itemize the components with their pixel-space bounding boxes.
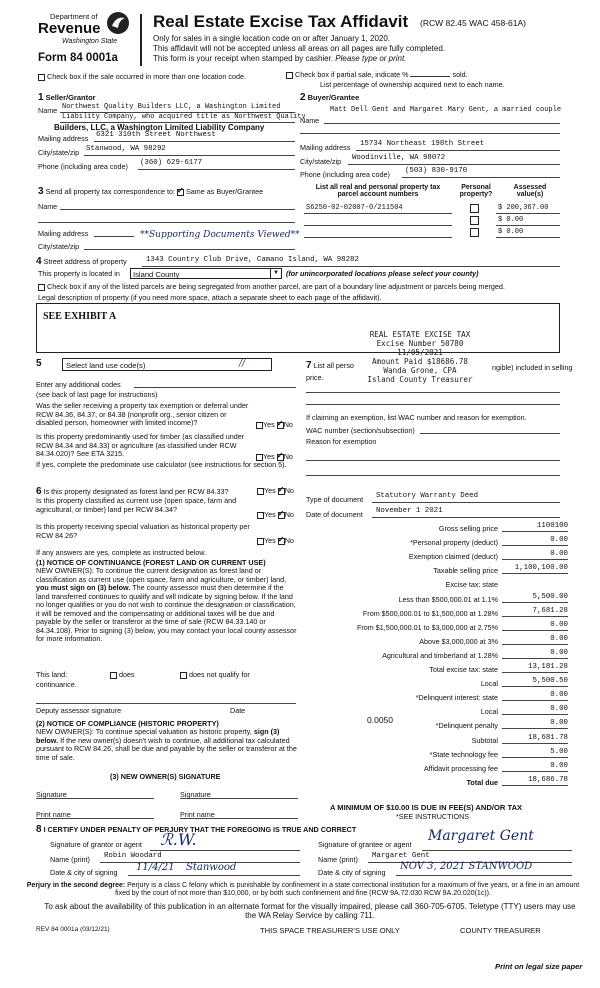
tax-row-line: [502, 616, 568, 617]
tax-row-line: [502, 602, 568, 603]
tax-row-label: Subtotal: [471, 735, 498, 745]
current-use-no-label: No: [284, 510, 294, 519]
grantor-city[interactable]: Stanwood: [186, 862, 237, 873]
current-use-yes-label: Yes: [264, 510, 276, 519]
deputy-date-label: Date: [230, 706, 246, 715]
section7-num: 7: [306, 360, 312, 371]
personal-col-header: Personal property?: [459, 184, 493, 198]
historic-no-label: No: [284, 536, 294, 545]
state-line: Washington State: [62, 38, 118, 45]
tax-row-label: Above $3,000,000 at 3%: [419, 636, 498, 646]
assessed-line: [496, 225, 560, 226]
seller-heading-num: 1: [38, 92, 44, 103]
tax-row-value[interactable]: 0.00: [550, 550, 568, 559]
section5-num: 5: [36, 358, 42, 369]
timber-note: If yes, complete the predominate use calculator (see instructions for section 5).: [36, 460, 287, 469]
buyer-address[interactable]: 15734 Northeast 198th Street: [360, 140, 485, 148]
deputy-signature-line[interactable]: [36, 703, 296, 704]
header-note-3b: Please type or print.: [335, 54, 407, 63]
tax-row-value[interactable]: 0.00: [550, 648, 568, 657]
section7-line-1[interactable]: [306, 392, 560, 393]
grantee-name-label: Name (print): [318, 855, 358, 864]
doc-date-label: Date of document: [306, 510, 363, 519]
grantor-signature[interactable]: ℛ.W.: [160, 830, 197, 849]
buyer-address-line: [356, 150, 560, 151]
tax-row-value[interactable]: 0.00: [550, 761, 568, 770]
assessed-line: [496, 237, 560, 238]
partial-percent-field[interactable]: [410, 76, 450, 77]
land-does-row: [110, 670, 135, 679]
tax-row-label: Local: [480, 679, 498, 689]
owner-print-label-2: Print name: [180, 810, 215, 819]
header-note-1: Only for sales in a single location code on or after January 1, 2020.: [153, 34, 391, 43]
reason-line[interactable]: [306, 460, 560, 461]
grantee-sig-line: [422, 850, 572, 851]
tax-row-label: From $1,500,000.01 to $3,000,000 at 2.75%: [356, 622, 498, 632]
supporting-docs-note: **Supporting Documents Viewed**: [140, 230, 300, 240]
seller-city-label: City/state/zip: [38, 148, 80, 157]
current-use-yes-no: [257, 510, 294, 519]
continuance-label: continuance.: [36, 680, 77, 689]
personal-property-checkbox[interactable]: [470, 228, 479, 237]
tax-row-value[interactable]: 0.00: [550, 620, 568, 629]
buyer-phone-label: Phone (including area code): [300, 170, 390, 179]
section3-line-2[interactable]: [38, 222, 295, 223]
buyer-phone-line: [402, 177, 560, 178]
certify-text: I CERTIFY UNDER PENALTY OF PERJURY THAT THE FOREGOING IS TRUE AND CORRECT: [43, 825, 357, 834]
exemption-yes-no: [256, 420, 293, 429]
buyer-heading-text: Buyer/Grantee: [307, 93, 360, 102]
section3-name-label: Name: [38, 202, 58, 211]
assessed-value[interactable]: $ 200,367.00: [498, 204, 549, 212]
tax-row-label: *Delinquent interest: state: [415, 693, 498, 703]
tax-row-line: [502, 559, 568, 560]
grantor-sig-line: [150, 850, 300, 851]
county-note: (for unincorporated locations please select your county): [286, 269, 479, 278]
forest-question-text: Is this property designated as forest land per RCW 84.33?: [43, 487, 229, 496]
parcel-line: [304, 225, 452, 226]
notice1-a: NEW OWNER(S): To continue the current designation as forest land or classification as current use (open space, farm and agriculture, or timber) land,: [36, 566, 287, 584]
same-as-buyer-checkbox[interactable]: [177, 189, 184, 196]
section7-text-a: List all perso: [313, 361, 354, 370]
this-land-label: This land:: [36, 670, 68, 679]
deputy-signature-label: Deputy assessor signature: [36, 706, 122, 715]
section3-city-line[interactable]: [84, 249, 295, 250]
section3-num: 3: [38, 186, 44, 197]
historic-yes-no: [257, 536, 294, 545]
tax-row-value[interactable]: 5,500.00: [532, 592, 568, 601]
parcel-line: [304, 213, 452, 214]
additional-codes-label: Enter any additional codes: [36, 380, 121, 389]
land-does-checkbox[interactable]: [110, 672, 117, 679]
header-note-3a: This form is your receipt when stamped by cashier.: [153, 54, 336, 63]
owner-sig-label-1: Signature: [36, 790, 67, 799]
tax-row-value[interactable]: 1,100,100.00: [514, 564, 568, 573]
header-note-3: [153, 54, 406, 63]
minimum-due-note: A MINIMUM OF $10.00 IS DUE IN FEE(S) AND/OR TAX: [330, 803, 523, 812]
perjury-notice: [20, 882, 586, 898]
buyer-line-2: [300, 133, 560, 134]
local-rate: 0.0050: [367, 715, 393, 725]
tax-row-label: Excise tax: state: [445, 580, 498, 590]
notice1-body: [36, 567, 298, 644]
notice1-c: The county assessor must then determine if the land transferred continues to qualify and will indicate by signing below. If the land no longer qualifies or you do not wish to continue the designation or classification, it will be removed and the compensating or additional taxes will be due and payable by the seller or transferor at the time of sale (RCW 84.33.140 or 84.34.108). Prior to signing (3) below, you may contact your local county assessor for more information.: [36, 583, 297, 643]
tax-row-label: *State technology fee: [429, 749, 498, 759]
grantee-signature[interactable]: Margaret Gent: [428, 828, 534, 844]
historic-yes-checkbox[interactable]: [257, 538, 264, 545]
segregated-row: [38, 282, 505, 291]
exemption-claim-label: If claiming an exemption, list WAC number and reason for exemption.: [306, 413, 527, 422]
buyer-city-line: [348, 164, 560, 165]
stamp-line-1: REAL ESTATE EXCISE TAX: [369, 330, 471, 339]
notice2-heading: (2) NOTICE OF COMPLIANCE (HISTORIC PROPERTY): [36, 719, 219, 728]
stamp-line-4: Amount Paid $18686.78: [371, 357, 468, 366]
tax-row-label: Total due: [466, 777, 498, 787]
historic-question: Is this property receiving special valuation as historical property per RCW 84.26?: [36, 522, 250, 540]
additional-codes-note: (see back of last page for instructions): [36, 390, 158, 399]
doc-type-value[interactable]: Statutory Warranty Deed: [376, 492, 479, 500]
current-use-question: Is this property classified as current use (open space, farm and agricultural, or timber) land per RCW 84.34?: [36, 496, 237, 514]
timber-yes-label: Yes: [263, 452, 275, 461]
land-use-select[interactable]: [62, 358, 272, 371]
notice2-body: [36, 728, 298, 762]
county-select-value: Island County: [133, 270, 180, 279]
exemption-yes-label: Yes: [263, 420, 275, 429]
notice1-b: you must sign on (3) below.: [36, 583, 131, 592]
section7-line-2[interactable]: [306, 404, 560, 405]
segregated-label: Check box if any of the listed parcels are being segregated from another parcel, are part of a boundary line adjustment or parcels being merged.: [47, 282, 505, 291]
section3-heading: [38, 186, 263, 197]
buyer-phone[interactable]: (503) 830-9170: [405, 167, 468, 175]
partial-sale-row: [286, 70, 468, 79]
tax-row-label: Total excise tax: state: [429, 665, 498, 674]
located-label: This property is located in: [38, 269, 120, 278]
tax-row-line: [502, 743, 568, 744]
seller-address-label: Mailing address: [38, 134, 89, 143]
tax-row-line: [502, 686, 568, 687]
buyer-address-label: Mailing address: [300, 143, 351, 152]
tax-row-value[interactable]: 13,181.28: [528, 663, 568, 671]
perjury-heading: Perjury in the second degree:: [26, 882, 126, 889]
seller-heading: [38, 92, 96, 103]
tax-row-value[interactable]: 0.00: [550, 705, 568, 714]
tax-row-line: [502, 644, 568, 645]
reason-line-2[interactable]: [306, 475, 560, 476]
personal-property-checkbox[interactable]: [470, 216, 479, 225]
land-does-not-checkbox[interactable]: [180, 672, 187, 679]
tax-row-line: [502, 672, 568, 673]
seller-city-line: [84, 155, 295, 156]
tax-row-line: [502, 658, 568, 659]
timber-no-label: No: [283, 452, 293, 461]
section7-price: price.: [306, 373, 324, 382]
multi-location-row: [38, 72, 246, 81]
land-does-label: does: [119, 670, 135, 679]
parcel-line: [304, 237, 452, 238]
seller-city[interactable]: Stanwood, WA 98292: [86, 145, 166, 153]
exemption-yes-checkbox[interactable]: [256, 422, 263, 429]
partial-sale-checkbox[interactable]: [286, 72, 293, 79]
tax-row-label: Affidavit processing fee: [423, 763, 498, 773]
tax-row-label: Less than $500,000.01 at 1.1%: [398, 594, 498, 604]
parcel-number[interactable]: S6250-02-02007-0/211504: [306, 204, 403, 212]
assessed-line: [496, 213, 560, 214]
seller-phone-label: Phone (including area code): [38, 162, 128, 171]
buyer-city-label: City/state/zip: [300, 157, 342, 166]
stamp-line-3: 11/05/2021: [397, 348, 443, 357]
tax-row-line: [502, 785, 568, 786]
page-title: Real Estate Excise Tax Affidavit: [153, 12, 409, 31]
chevron-down-icon[interactable]: ▼: [270, 269, 281, 278]
tax-row-label: Taxable selling price: [433, 566, 498, 576]
street-row: [36, 256, 127, 267]
tax-row-line: [502, 728, 568, 729]
forest-no-label: No: [284, 486, 294, 495]
section4-num: 4: [36, 256, 42, 267]
segregated-checkbox[interactable]: [38, 284, 45, 291]
legal-description-label: Legal description of property (if you need more space, attach a separate sheet to each page of the affidavit).: [38, 293, 382, 302]
section6-num: 6: [36, 486, 42, 497]
tax-row-label: Gross selling price: [438, 524, 498, 533]
grantor-date-label: Date & city of signing: [50, 868, 118, 877]
perjury-text: Perjury is a class C felony which is punishable by confinement in a state correctional institution for a maximum of five years, or a fine in an amount fixed by the court of not more than $10,000, or by both such confinement and fine (RCW 9A.72.030 RCW 9A.20.020(1c)).: [115, 882, 580, 897]
rev-code: REV 84 0001a (03/12/21): [36, 926, 110, 933]
section7-text-b: ngible) included in selling: [492, 363, 573, 372]
timber-question: Is this property predominantly used for timber (as classified under RCW 84.34 and 84.33) or agriculture (as classified under RCW 84.34.020)? See ETA 3215.: [36, 432, 245, 458]
revenue-logo-icon: [106, 10, 130, 36]
grantor-date-line: [128, 875, 300, 876]
stamp-line-2: Excise Number 50780: [376, 339, 464, 348]
buyer-heading-num: 2: [300, 92, 306, 103]
excise-tax-stamp: [350, 330, 490, 384]
historic-yes-label: Yes: [264, 536, 276, 545]
buyer-name-line: [324, 123, 560, 124]
grantor-name-label: Name (print): [50, 855, 90, 864]
buyer-name[interactable]: Matt Dell Gent and Margaret Mary Gent, a married couple: [330, 106, 562, 114]
section3-text: Send all property tax correspondence to:: [45, 187, 176, 196]
county-select[interactable]: [130, 268, 282, 279]
grantee-date-line: [396, 875, 572, 876]
notice1-heading: (1) NOTICE OF CONTINUANCE (FOREST LAND OR CURRENT USE): [36, 558, 266, 567]
legal-size-note: Print on legal size paper: [495, 962, 583, 971]
stamp-line-5: Wanda Grone, CPA: [383, 366, 457, 375]
tax-row-value[interactable]: 0.00: [550, 719, 568, 728]
forest-yes-label: Yes: [264, 486, 276, 495]
street-line: [142, 266, 560, 267]
seller-address[interactable]: 6321 310th Street Northwest: [96, 131, 216, 139]
section3-address-label: Mailing address: [38, 229, 89, 238]
exemption-no-label: No: [283, 420, 293, 429]
grantee-date-label: Date & city of signing: [318, 868, 386, 877]
exemption-question: Was the seller receiving a property tax exemption or deferral under RCW 84.36, 84.37, or 84.38 (nonprofit org., senior citizen or disabled person, homeowner with limited income)?: [36, 401, 249, 427]
tax-row-value[interactable]: 7,681.28: [532, 606, 568, 615]
seller-address-line: [94, 141, 295, 142]
buyer-name-label: Name: [300, 116, 320, 125]
forest-yes-checkbox[interactable]: [257, 488, 264, 495]
section3-address-line[interactable]: [94, 236, 134, 237]
tax-row-label: Exemption claimed (deduct): [408, 552, 498, 562]
tax-row-line: [502, 545, 568, 546]
partial-sold-label: sold.: [452, 70, 468, 79]
partial-sale-label: Check box if partial sale, indicate %: [295, 70, 409, 79]
parcel-col-header: List all real and personal property tax parcel account numbers: [315, 184, 441, 198]
tax-row-line: [502, 771, 568, 772]
buyer-city[interactable]: Woodinville, WA 98072: [352, 154, 446, 162]
assessed-value[interactable]: $ 0.00: [498, 216, 524, 224]
current-use-yes-checkbox[interactable]: [257, 512, 264, 519]
wac-line[interactable]: [420, 433, 560, 434]
grantee-name[interactable]: Margaret Gent: [372, 852, 430, 860]
reason-label: Reason for exemption: [306, 437, 377, 446]
section8-num: 8: [36, 824, 42, 835]
tax-row-line: [502, 630, 568, 631]
doc-type-line: [372, 502, 560, 503]
grantor-name[interactable]: Robin Woodard: [104, 852, 162, 860]
stamp-line-6: Island County Treasurer: [367, 375, 473, 384]
seller-phone-line: [138, 169, 295, 170]
land-does-not-label: does not qualify for: [189, 670, 250, 679]
tax-row-value[interactable]: 1100100: [536, 522, 568, 530]
section3-city-label: City/state/zip: [38, 242, 80, 251]
if-any-yes: If any answers are yes, complete as instructed below.: [36, 548, 207, 557]
doc-date-value[interactable]: November 1 2021: [376, 507, 443, 515]
tax-row-line: [502, 714, 568, 715]
exemption-no-checkbox[interactable]: [277, 422, 284, 429]
multi-location-checkbox[interactable]: [38, 74, 45, 81]
tax-row-value[interactable]: 0.00: [550, 536, 568, 545]
seller-heading-text: Seller/Grantor: [45, 93, 96, 102]
land-use-select-label: Select land use code(s): [66, 361, 146, 370]
tax-row-label: Local: [480, 707, 498, 717]
treasurer-use: THIS SPACE TREASURER'S USE ONLY: [260, 926, 400, 935]
seller-name-label: Name: [38, 106, 58, 115]
see-instructions: *SEE INSTRUCTIONS: [396, 812, 470, 821]
tax-row-value[interactable]: 18,686.78: [528, 775, 568, 784]
notice2-c: If the new owner(s) doesn't wish to continue, all additional tax calculated pursuant to RCW 84.26, shall be due and payable by the seller or transferor at the time of sale.: [36, 735, 297, 762]
form-number: Form 84 0001a: [38, 52, 118, 64]
seller-name-l1[interactable]: Northwest Quality Builders LLC, a Washington Limited: [62, 103, 281, 111]
tax-row-value[interactable]: 0.00: [550, 691, 568, 700]
tax-row-label: *Delinquent penalty: [435, 721, 498, 731]
tax-row-label: *Personal property (deduct): [410, 538, 498, 548]
section7-row: [306, 360, 354, 371]
land-use-select-mark: //: [239, 359, 246, 369]
grantor-sig-label: Signature of grantor or agent: [50, 840, 142, 849]
seller-name-l3[interactable]: Builders, LLC, a Washington Limited Liability Company: [54, 123, 265, 132]
dept-line: Department of: [50, 12, 98, 21]
personal-property-checkbox[interactable]: [470, 204, 479, 213]
tax-row-line: [502, 757, 568, 758]
land-does-not-row: [180, 670, 250, 679]
multi-location-label: Check box if the sale occurred in more than one location code.: [47, 72, 246, 81]
additional-codes-line[interactable]: [134, 387, 296, 388]
tax-row-value[interactable]: 5,500.50: [532, 677, 568, 686]
availability-notice: To ask about the availability of this publication in an alternate format for the visually impaired, please call 360-705-6705. Teletype (TTY) users may use the WA Relay Service by calling 711.: [44, 902, 576, 920]
seller-name-l2[interactable]: Liability Company, who acquired title as Northwest Quality: [62, 113, 306, 121]
tax-row-label: Agricultural and timberland at 1.28%: [382, 650, 498, 660]
tax-row-value[interactable]: 5.00: [550, 747, 568, 756]
tax-row-value[interactable]: 18,681.78: [528, 733, 568, 742]
owner-print-label-1: Print name: [36, 810, 71, 819]
rcw-ref: (RCW 82.45 WAC 458-61A): [420, 18, 526, 28]
current-use-no-checkbox[interactable]: [278, 512, 285, 519]
new-owner-signature-heading: (3) NEW OWNER(S) SIGNATURE: [110, 772, 221, 781]
forest-no-checkbox[interactable]: [278, 488, 285, 495]
buyer-heading: [300, 92, 359, 103]
revenue-logo-text: Revenue: [38, 20, 101, 37]
tax-row-label: From $500,000.01 to $1,500,000 at 1.28%: [362, 608, 498, 618]
owner-sig-label-2: Signature: [180, 790, 211, 799]
same-as-buyer-label: Same as Buyer/Grantee: [186, 187, 264, 196]
doc-type-label: Type of document: [306, 495, 364, 504]
assessed-value[interactable]: $ 0.00: [498, 228, 524, 236]
grantor-date[interactable]: 11/4/21: [136, 862, 175, 873]
tax-row-value[interactable]: 0.00: [550, 634, 568, 643]
notice2-b: sign (3) below.: [36, 727, 280, 745]
tax-row-line: [502, 531, 568, 532]
assessed-col-header: Assessed value(s): [513, 184, 547, 198]
tax-row-line: [502, 573, 568, 574]
tax-row-line: [502, 700, 568, 701]
header-note-2: This affidavit will not be accepted unless all areas on all pages are fully completed.: [153, 44, 446, 53]
historic-no-checkbox[interactable]: [278, 538, 285, 545]
partial-note: List percentage of ownership acquired next to each name.: [320, 80, 505, 89]
county-treasurer: COUNTY TREASURER: [460, 926, 541, 935]
property-street[interactable]: 1343 Country Club Drive, Camano Island, WA 98282: [146, 256, 359, 264]
street-label: Street address of property: [43, 257, 127, 266]
see-exhibit-text: SEE EXHIBIT A: [43, 311, 117, 322]
doc-date-line: [372, 517, 560, 518]
seller-phone[interactable]: (360) 629-6177: [140, 159, 203, 167]
wac-label: WAC number (section/subsection): [306, 426, 415, 435]
grantee-sig-label: Signature of grantee or agent: [318, 840, 412, 849]
forest-yes-no: [257, 486, 294, 495]
section3-name-line[interactable]: [60, 209, 295, 210]
header-divider: [140, 14, 142, 66]
notice2-a: NEW OWNER(S): To continue special valuation as historic property,: [36, 727, 254, 736]
grantee-date-city[interactable]: NOV 3, 2021 STANWOOD: [400, 861, 533, 872]
